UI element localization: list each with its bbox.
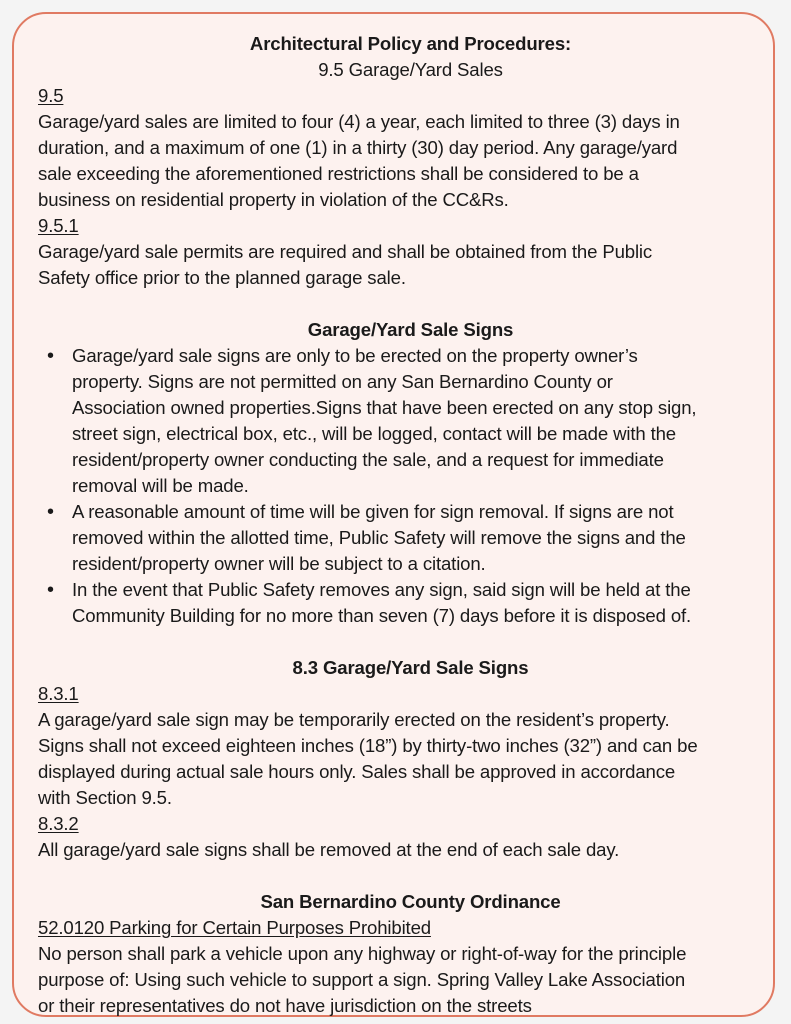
section-8-3-1-line: with Section 9.5. [38,787,172,808]
section-8-3-1-line: Signs shall not exceed eighteen inches (18”) by thirty-two inches (32”) and can be [38,735,698,756]
bullet-line: removal will be made. [72,475,249,496]
bullet-line: Community Building for no more than seven (7) days before it is disposed of. [72,605,692,626]
spacer [38,863,783,889]
section-number-9-5-1: 9.5.1 [38,215,79,236]
section-number-9-5: 9.5 [38,85,64,106]
policy-content [38,31,783,1019]
bullet-line: resident/property owner conducting the sale, and a request for immediate [72,449,664,470]
section-9-5-line: business on residential property in violation of the CC&Rs. [38,189,509,210]
document-subtitle: 9.5 Garage/Yard Sales [318,59,503,80]
bullet-line: • Garage/yard sale signs are only to be erected on the property owner’s [72,345,638,366]
document-title: Architectural Policy and Procedures: [249,33,572,54]
bullet-line: • A reasonable amount of time will be given for sign removal. If signs are not [72,501,674,522]
section-8-3-2-line: All garage/yard sale signs shall be removed at the end of each sale day. [38,839,620,860]
signs-bullet-list [38,343,783,629]
bullet-line: Association owned properties.Signs that have been erected on any stop sign, [72,397,697,418]
section-9-5-1-line: Safety office prior to the planned garage sale. [38,267,406,288]
ordinance-line: purpose of: Using such vehicle to support a sign. Spring Valley Lake Association [38,969,686,990]
section-number-8-3-1: 8.3.1 [38,683,79,704]
section-9-5-1-line: Garage/yard sale permits are required and shall be obtained from the Public [38,241,653,262]
ordinance-line: or their representatives do not have jurisdiction on the streets [38,995,532,1016]
section-9-5-line: Garage/yard sales are limited to four (4) a year, each limited to three (3) days in [38,111,680,132]
ordinance-number: 52.0120 Parking for Certain Purposes Prohibited [38,917,431,938]
section-9-5-line: duration, and a maximum of one (1) in a thirty (30) day period. Any garage/yard [38,137,678,158]
ordinance-line: No person shall park a vehicle upon any highway or right-of-way for the principle [38,943,687,964]
bullet-line: resident/property owner will be subject to a citation. [72,553,486,574]
policy-card [12,12,775,1017]
bullet-line: • In the event that Public Safety removes any sign, said sign will be held at the [72,579,691,600]
spacer [38,629,783,655]
bullet-item [38,499,783,577]
spacer [38,291,783,317]
bullet-item [38,343,783,499]
section-8-3-1-line: A garage/yard sale sign may be temporarily erected on the resident’s property. [38,709,670,730]
ordinance-heading: San Bernardino County Ordinance [260,891,561,912]
section-number-8-3-2: 8.3.2 [38,813,79,834]
section-8-3-1-line: displayed during actual sale hours only. Sales shall be approved in accordance [38,761,676,782]
bullet-line: street sign, electrical box, etc., will be logged, contact will be made with the [72,423,676,444]
section-9-5-line: sale exceeding the aforementioned restrictions shall be considered to be a [38,163,639,184]
bullet-line: removed within the allotted time, Public Safety will remove the signs and the [72,527,686,548]
section-8-3-heading: 8.3 Garage/Yard Sale Signs [292,657,529,678]
bullet-line: property. Signs are not permitted on any San Bernardino County or [72,371,613,392]
signs-heading: Garage/Yard Sale Signs [307,319,514,340]
bullet-item [38,577,783,629]
